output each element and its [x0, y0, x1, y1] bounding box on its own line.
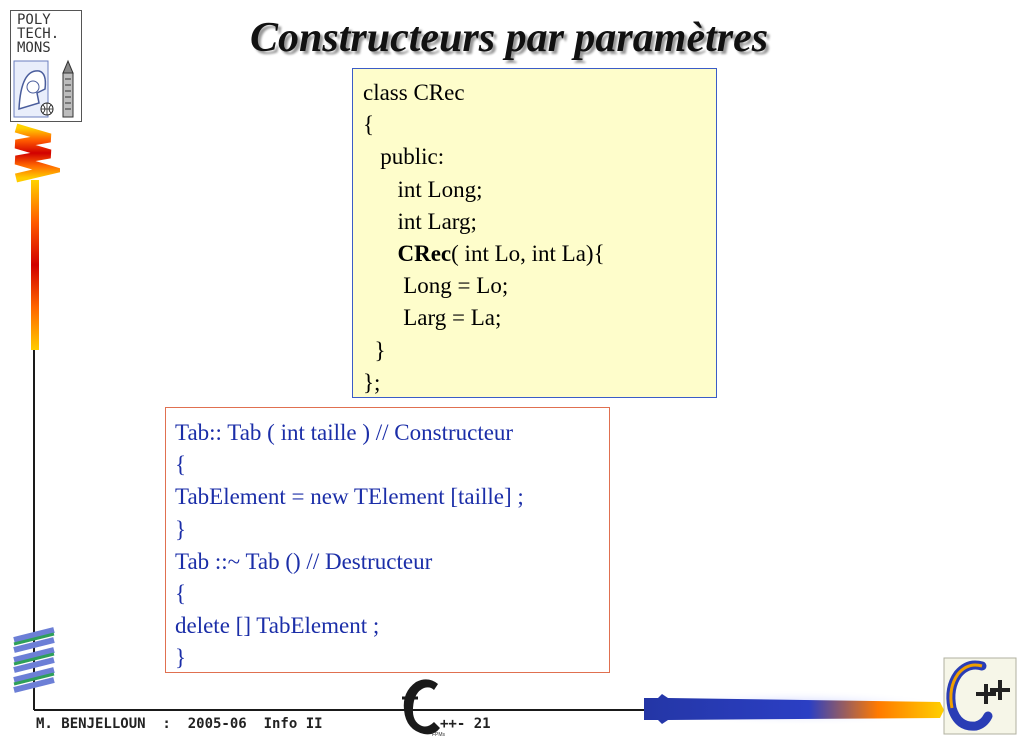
red-vertical-bar [31, 180, 39, 350]
code-line: { [175, 452, 187, 478]
footer-rule [34, 709, 644, 711]
code-line: delete [] TabElement ; [175, 613, 380, 639]
code-line: Larg = La; [363, 305, 502, 331]
left-decorative-bar [0, 120, 60, 720]
tab-code-box [165, 407, 610, 673]
logo-line-2: TECH. [17, 26, 60, 42]
class-code-box [352, 68, 717, 398]
code-line: int Larg; [363, 208, 477, 234]
code-line: } [363, 337, 386, 363]
constructor-line [363, 238, 706, 270]
code-line: public: [363, 144, 445, 170]
logo-line-1: POLY [17, 12, 51, 28]
logo-emblem-icon [13, 59, 81, 121]
code-line: } [175, 645, 187, 671]
svg-text:FPMs: FPMs [432, 732, 446, 738]
slide-title: Constructeurs par paramètres [250, 15, 769, 61]
code-line: }; [363, 369, 381, 395]
logo-text [17, 13, 77, 55]
polytech-mons-logo [10, 10, 82, 122]
constructor-params: ( int Lo, int La){ [451, 241, 605, 267]
code-line: { [363, 112, 375, 138]
code-line: class CRec [363, 80, 465, 105]
code-line: int Long; [363, 176, 483, 202]
code-line: { [175, 581, 187, 607]
code-line: Long = Lo; [363, 273, 509, 299]
code-line: Tab ::~ Tab () // Destructeur [175, 548, 433, 574]
code-line: } [175, 516, 187, 542]
page-number: ++- 21 [440, 716, 491, 732]
footer-author: M. BENJELLOUN : 2005-06 Info II [36, 716, 323, 732]
logo-line-3: MONS [17, 40, 51, 56]
code-line: TabElement = new TElement [taille] ; [175, 484, 524, 510]
cpp-logo-icon [942, 656, 1018, 736]
code-line: Tab:: Tab ( int taille ) // Constructeur [175, 420, 514, 445]
right-decorative-bar [640, 690, 950, 730]
zigzag-icon [16, 128, 50, 178]
constructor-name: CRec [397, 241, 452, 267]
